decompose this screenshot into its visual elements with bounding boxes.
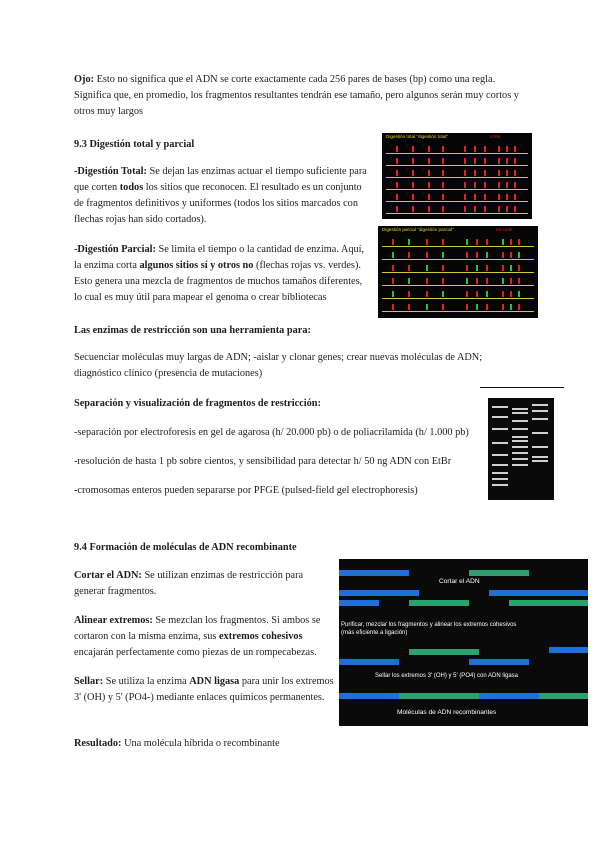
uncut-site-marker [476,265,478,271]
gel-band [532,410,548,412]
cut-site-marker [502,291,504,297]
cut-site-marker [396,194,398,200]
gel-band [512,428,528,430]
cut-site-marker [412,170,414,176]
uncut-site-marker [466,278,468,284]
gel-band [512,440,528,442]
herramienta-title: Las enzimas de restricción son una herramienta para: [74,325,311,336]
cut-site-marker [518,265,520,271]
dna-strand [382,298,534,299]
cut-site-marker [486,239,488,245]
gel-band [532,446,548,448]
cut-site-marker [514,206,516,212]
cut-site-marker [412,206,414,212]
dna-strand [382,272,534,273]
uncut-site-marker [426,304,428,310]
blue-fragment [469,659,529,665]
green-fragment [509,600,588,606]
cut-site-marker [428,146,430,152]
digestion-parcial-bold: algunos sitios sí y otros no [139,260,254,271]
cut-site-marker [396,182,398,188]
step-alinear [74,613,336,661]
cut-site-marker [392,278,394,284]
cut-site-marker [486,265,488,271]
cut-site-marker [486,278,488,284]
cut-site-marker [442,239,444,245]
recomb-label-bottom: Moléculas de ADN recombinantes [397,709,497,716]
uncut-site-marker [476,304,478,310]
cut-site-marker [498,146,500,152]
dna-strand [382,311,534,312]
step-sellar [74,674,336,706]
step-alinear-text-a: Se mezclan los fragmentos. Si ambos se cortaron con la misma enzima, sus [74,615,321,642]
cut-site-marker [498,194,500,200]
cut-site-marker [442,304,444,310]
cut-site-marker [396,158,398,164]
uncut-site-marker [392,252,394,258]
step-cortar-text: Se utilizan enzimas de restricción para generar fragmentos. [74,570,304,597]
digestion-total-text-b: los sitios que reconocen. El resultado es un conjunto de fragmentos definitivos y uniformes (todos los sitios marcados con flechas rojas han sido cortados). [74,182,362,225]
cut-site-marker [466,265,468,271]
figure-recombinant-dna [339,559,588,726]
dna-strand [386,177,528,178]
cut-site-marker [396,146,398,152]
uncut-site-marker [510,265,512,271]
cut-site-marker [514,182,516,188]
cut-site-marker [412,182,414,188]
blue-fragment [339,600,379,606]
cut-site-marker [426,239,428,245]
cut-site-marker [464,194,466,200]
cut-site-marker [474,182,476,188]
step-cortar [74,568,336,600]
gel-band [512,458,528,460]
green-fragment [469,570,529,576]
gel-band [512,446,528,448]
gel-band [492,464,508,466]
figure-partial-digestion [378,226,538,318]
gel-band [492,406,508,408]
gel-band [492,442,508,444]
separacion-title: Separación y visualización de fragmentos de restricción: [74,398,321,409]
cut-site-marker [442,265,444,271]
cut-site-marker [510,252,512,258]
cut-site-marker [474,146,476,152]
cut-site-marker [514,170,516,176]
cut-site-marker [502,304,504,310]
gel-band [512,408,528,410]
cut-site-marker [466,252,468,258]
cut-site-marker [510,291,512,297]
cut-site-marker [514,146,516,152]
cut-site-marker [464,182,466,188]
green-fragment [539,693,588,699]
uncut-site-marker [426,265,428,271]
gel-band [512,420,528,422]
dna-strand [382,246,534,247]
cut-site-marker [464,158,466,164]
cut-site-marker [442,194,444,200]
gel-band [492,478,508,480]
gel-band [532,404,548,406]
cut-site-marker [412,158,414,164]
cut-site-marker [396,170,398,176]
gel-band [512,412,528,414]
gel-band [532,432,548,434]
cut-site-marker [392,304,394,310]
digestion-total-paragraph [74,164,370,228]
figure-partial-caption: Digestión parcial "digestión parcial" [382,227,454,232]
cut-site-marker [442,278,444,284]
cut-site-marker [464,170,466,176]
blue-fragment [339,570,409,576]
separacion-item-3: -cromosomas enteros pueden separarse por PFGE (pulsed-field gel electrophoresis) [74,485,418,496]
green-fragment [409,600,469,606]
blue-fragment [479,693,539,699]
cut-site-marker [506,158,508,164]
cut-site-marker [426,252,428,258]
cut-site-marker [484,194,486,200]
cut-site-marker [392,239,394,245]
cut-site-marker [474,194,476,200]
ojo-text: Esto no significa que el ADN se corte exactamente cada 256 pares de bases (bp) como una regla. Significa que, en promedio, los fragmentos resultantes tendrán ese tamaño, pero algunos serán muy cortos y otros muy largos [74,74,519,117]
uncut-site-marker [442,252,444,258]
cut-site-marker [474,158,476,164]
cut-site-marker [408,265,410,271]
cut-site-marker [392,265,394,271]
cut-site-marker [428,158,430,164]
cut-site-marker [502,252,504,258]
cut-site-marker [514,158,516,164]
gel-band [492,454,508,456]
cut-site-marker [426,278,428,284]
dna-strand [382,259,534,260]
digestion-total-label: -Digestión Total: [74,166,147,177]
gel-band [512,436,528,438]
figure-total-caption-right: corte [490,134,501,139]
recomb-label-sellar: Sellar los extremos 3' (OH) y 5' (PO4) con ADN ligasa [375,673,519,679]
separacion-item-1: -separación por electroforesis en gel de agarosa (h/ 20.000 pb) o de poliacrilamida (h/ 1.000 pb) [74,427,469,438]
cut-site-marker [442,146,444,152]
cut-site-marker [464,146,466,152]
blue-fragment [339,693,399,699]
cut-site-marker [514,194,516,200]
cut-site-marker [510,239,512,245]
cut-site-marker [464,206,466,212]
gel-band [532,418,548,420]
cut-site-marker [474,170,476,176]
step-sellar-text-b: para unir los extremos 3' (OH) y 5' (PO4-) mediante enlaces químicos permanentes. [74,676,334,703]
cut-site-marker [498,206,500,212]
cut-site-marker [428,182,430,188]
cut-site-marker [476,278,478,284]
cut-site-marker [408,304,410,310]
blue-fragment [339,659,399,665]
cut-site-marker [506,170,508,176]
uncut-site-marker [486,252,488,258]
blue-fragment [339,590,419,596]
blue-fragment [549,647,588,653]
cut-site-marker [502,265,504,271]
uncut-site-marker [442,291,444,297]
cut-site-marker [476,252,478,258]
cut-site-marker [510,278,512,284]
step-alinear-label: Alinear extremos: [74,615,153,626]
cut-site-marker [498,170,500,176]
herramienta-text: Secuenciar moléculas muy largas de ADN; -aislar y clonar genes; crear nuevas moléculas de ADN; diagnóstico clínico (presencia de mutaciones) [74,352,483,379]
gel-band [532,460,548,462]
step-resultado-label: Resultado: [74,738,122,749]
cut-site-marker [518,239,520,245]
gel-band [492,428,508,430]
cut-site-marker [484,206,486,212]
step-alinear-text-b: encajarán perfectamente como piezas de un rompecabezas. [74,647,317,658]
uncut-site-marker [510,304,512,310]
figure-total-digestion [382,133,532,219]
dna-strand [386,189,528,190]
digestion-parcial-text-a: Se limita el tiempo o la cantidad de enzima. Aquí, la enzima corta [74,244,365,271]
gel-band [492,484,508,486]
digestion-total-text-a: Se dejan las enzimas actuar el tiempo suficiente para que corten [74,166,367,193]
uncut-site-marker [486,291,488,297]
dna-strand [386,213,528,214]
gel-band [532,456,548,458]
dna-strand [386,153,528,154]
cut-site-marker [428,194,430,200]
cut-site-marker [442,182,444,188]
digestion-total-bold: todos [119,182,144,193]
step-resultado-text: Una molécula híbrida o recombinante [124,738,280,749]
green-fragment [399,693,479,699]
uncut-site-marker [518,291,520,297]
uncut-site-marker [408,239,410,245]
step-resultado [74,736,336,752]
cut-site-marker [412,146,414,152]
uncut-site-marker [408,278,410,284]
gel-band [512,464,528,466]
blue-fragment [489,590,588,596]
cut-site-marker [476,239,478,245]
cut-site-marker [486,304,488,310]
section-9-4-title: 9.4 Formación de moléculas de ADN recombinante [74,542,297,553]
cut-site-marker [484,146,486,152]
cut-site-marker [484,182,486,188]
uncut-site-marker [518,252,520,258]
cut-site-marker [466,304,468,310]
gel-electrophoresis-image [488,398,554,500]
recomb-label-cortar: Cortar el ADN [439,578,480,585]
cut-site-marker [498,158,500,164]
ojo-label: Ojo: [74,74,95,85]
uncut-site-marker [502,278,504,284]
dna-strand [386,201,528,202]
cut-site-marker [518,304,520,310]
cut-site-marker [498,182,500,188]
uncut-site-marker [502,239,504,245]
green-fragment [409,649,479,655]
step-alinear-bold: extremos cohesivos [218,631,303,642]
cut-site-marker [442,158,444,164]
cut-site-marker [428,170,430,176]
cut-site-marker [442,170,444,176]
cut-site-marker [474,206,476,212]
cut-site-marker [426,291,428,297]
cut-site-marker [506,206,508,212]
figure-total-caption: Digestión total "digestión total" [386,134,448,139]
dna-strand [386,165,528,166]
recomb-label-purificar: Purificar, mezclar los fragmentos y alinear los extremos cohesivos [341,622,517,628]
cut-site-marker [506,146,508,152]
dna-strand [382,285,534,286]
gel-band [492,416,508,418]
step-sellar-bold: ADN ligasa [189,676,240,687]
cut-site-marker [466,291,468,297]
step-sellar-text-a: Se utiliza la enzima [105,676,187,687]
cut-site-marker [442,206,444,212]
cut-site-marker [412,194,414,200]
digestion-parcial-paragraph [74,242,370,306]
separacion-item-2: -resolución de hasta 1 pb sobre cientos, y sensibilidad para detectar h/ 50 ng ADN con EtBr [74,456,452,467]
cut-site-marker [428,206,430,212]
cut-site-marker [484,158,486,164]
ojo-paragraph [74,72,534,120]
cut-site-marker [506,194,508,200]
cut-site-marker [506,182,508,188]
uncut-site-marker [392,291,394,297]
gel-band [492,472,508,474]
cut-site-marker [396,206,398,212]
cut-site-marker [408,291,410,297]
step-cortar-label: Cortar el ADN: [74,570,142,581]
uncut-site-marker [466,239,468,245]
step-sellar-label: Sellar: [74,676,104,687]
section-9-3-title: 9.3 Digestión total y parcial [74,139,195,150]
cut-site-marker [408,252,410,258]
figure-partial-caption-right: no corte [496,227,513,232]
gel-top-line [480,387,564,388]
recomb-label-eficiente: (más eficiente a ligación) [341,630,408,636]
digestion-parcial-text-b: (flechas rojas vs. verdes). Esto genera una mezcla de fragmentos de muchos tamaños diferentes, lo cual es muy útil para mapear el genoma o crear bibliotecas [74,260,363,303]
gel-band [512,452,528,454]
cut-site-marker [476,291,478,297]
digestion-parcial-label: -Digestión Parcial: [74,244,156,255]
cut-site-marker [484,170,486,176]
cut-site-marker [518,278,520,284]
